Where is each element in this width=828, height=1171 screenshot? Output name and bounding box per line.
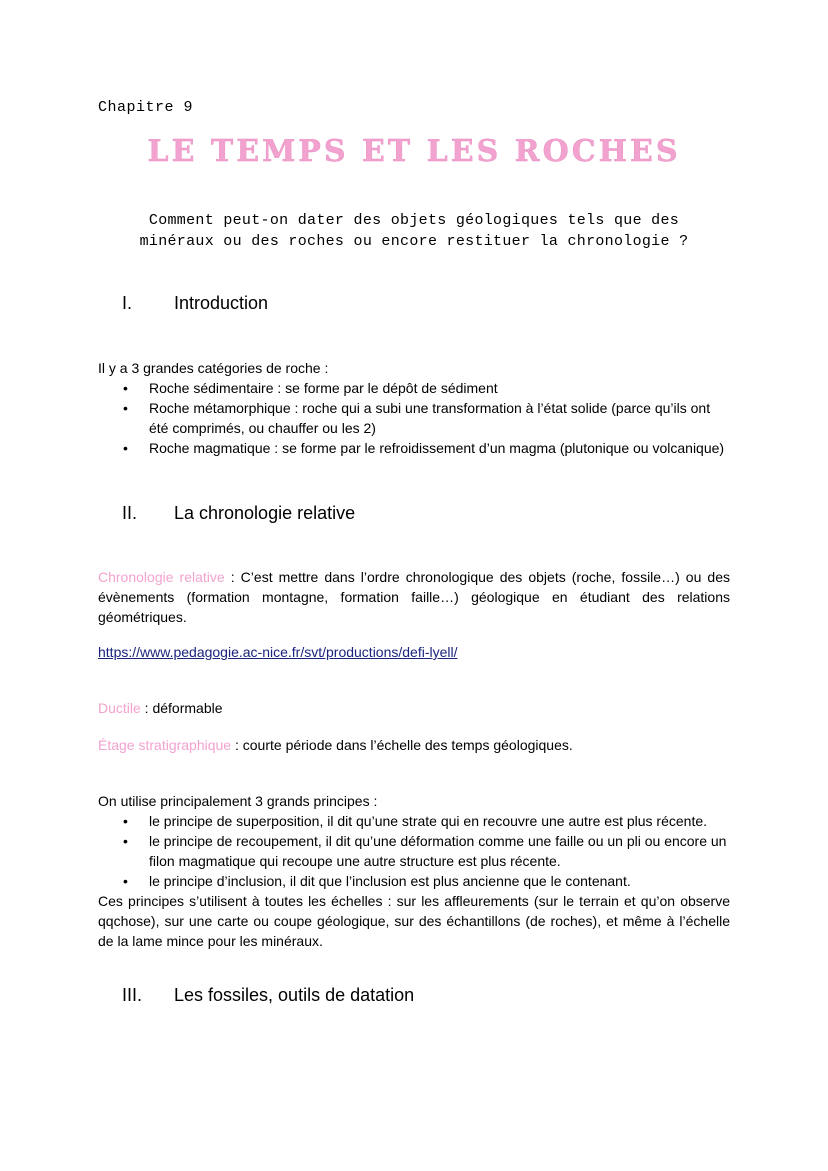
reference-link-row bbox=[98, 642, 730, 662]
section-heading-chronologie bbox=[122, 503, 355, 524]
definition-etage bbox=[98, 735, 730, 755]
rock-categories-list bbox=[98, 378, 730, 458]
definition-text: : déformable bbox=[140, 700, 223, 716]
list-item: • Roche métamorphique : roche qui a subi une transformation à l’état solide (parce qu’ils ont été comprimés, ou chauffer ou les 2) bbox=[98, 398, 730, 438]
term-chronologie-relative: Chronologie relative bbox=[98, 569, 225, 585]
principles-closing: Ces principes s’utilisent à toutes les échelles : sur les affleurements (sur le terrain et qu’on observe qqchose), sur une carte ou coupe géologique, sur des échantillons (de roches), et même à l’échelle de la lame mince pour les minéraux. bbox=[98, 893, 730, 949]
question-line-1: Comment peut-on dater des objets géologiques tels que des bbox=[148, 212, 680, 229]
intro-lead: Il y a 3 grandes catégories de roche : bbox=[98, 360, 329, 376]
chapter-label: Chapitre 9 bbox=[98, 99, 194, 116]
definition-text: : courte période dans l’échelle des temps géologiques. bbox=[231, 737, 573, 753]
list-item: • Roche sédimentaire : se forme par le dépôt de sédiment bbox=[98, 378, 730, 398]
principles-list bbox=[98, 811, 730, 891]
list-item: • le principe de superposition, il dit qu’une strate qui en recouvre une autre est plus récente. bbox=[98, 811, 730, 831]
guiding-question bbox=[98, 210, 730, 252]
list-item: • Roche magmatique : se forme par le refroidissement d’un magma (plutonique ou volcanique) bbox=[98, 438, 730, 458]
term-etage-stratigraphique: Étage stratigraphique bbox=[98, 737, 232, 753]
definition-chronologie bbox=[98, 567, 730, 627]
section-number: III. bbox=[122, 985, 143, 1005]
section-number: I. bbox=[122, 293, 133, 313]
list-item: • le principe de recoupement, il dit qu’une déformation comme une faille ou un pli ou encore un filon magmatique qui recoupe une autre structure est plus récente. bbox=[98, 831, 730, 871]
question-line-2: minéraux ou des roches ou encore restituer la chronologie ? bbox=[139, 233, 689, 250]
section-title: Introduction bbox=[174, 293, 269, 313]
section-number: II. bbox=[122, 503, 138, 523]
page-title: LE TEMPS ET LES ROCHES bbox=[147, 134, 681, 169]
section-heading-fossiles bbox=[122, 985, 414, 1006]
list-item: • le principe d’inclusion, il dit que l’inclusion est plus ancienne que le contenant. bbox=[98, 871, 730, 891]
section-title: Les fossiles, outils de datation bbox=[174, 985, 415, 1005]
definition-text: : C’est mettre dans l’ordre chronologique des objets (roche, fossile…) ou des évènements (formation montagne, formation faille…) géologique en étudiant des relations géométriques. bbox=[98, 569, 730, 625]
principles-block bbox=[98, 791, 730, 951]
section-heading-introduction bbox=[122, 293, 268, 314]
intro-block bbox=[98, 358, 730, 458]
principles-lead: On utilise principalement 3 grands principes : bbox=[98, 793, 378, 809]
defi-lyell-link[interactable]: https://www.pedagogie.ac-nice.fr/svt/productions/defi-lyell/ bbox=[98, 644, 458, 660]
term-ductile: Ductile bbox=[98, 700, 141, 716]
definition-ductile bbox=[98, 698, 730, 718]
section-title: La chronologie relative bbox=[174, 503, 356, 523]
